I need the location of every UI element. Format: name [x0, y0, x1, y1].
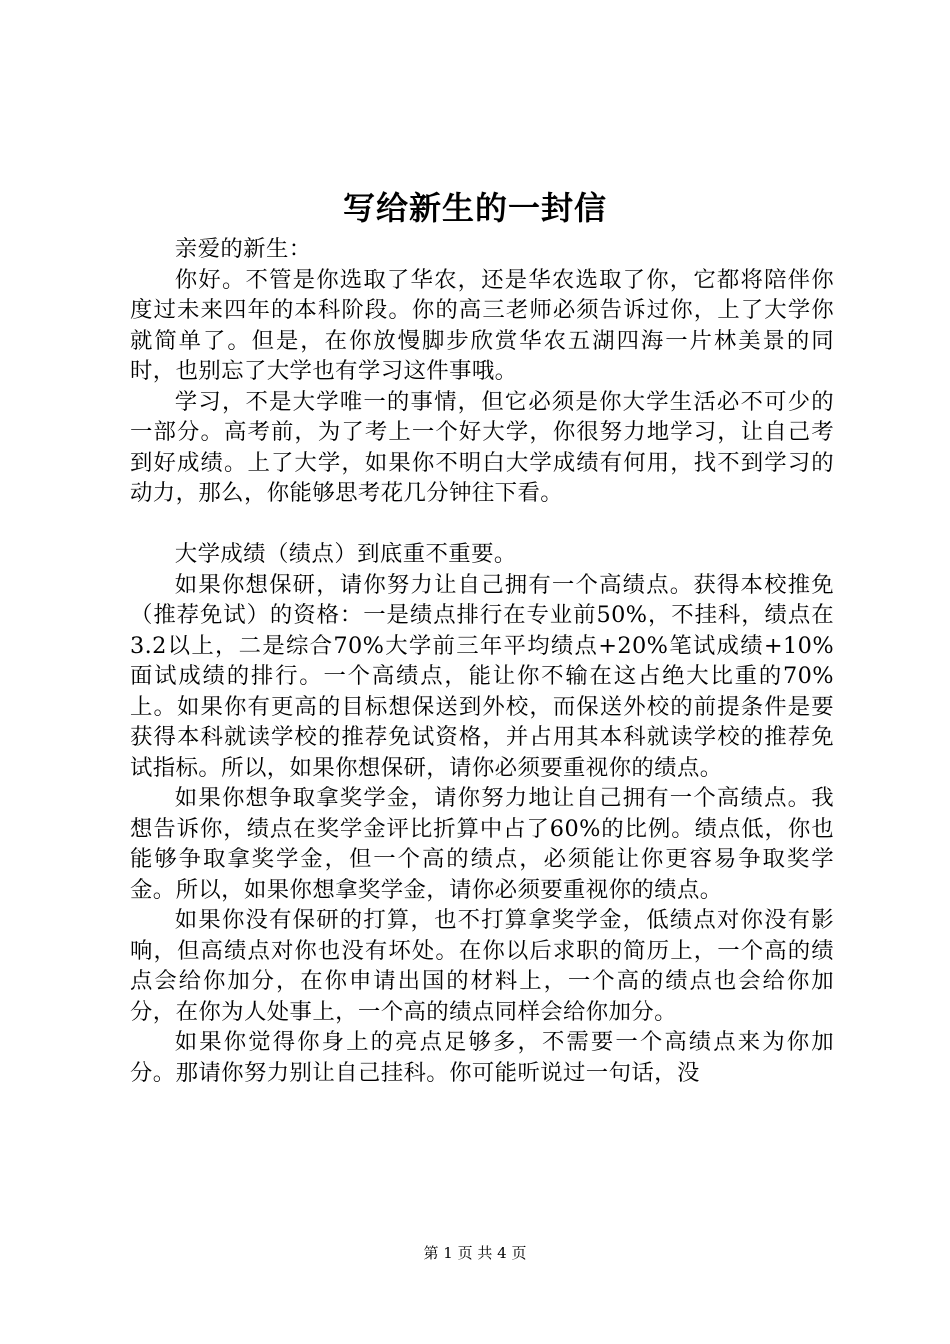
page-title: 写给新生的一封信: [342, 189, 607, 227]
paragraph-postgrad: 如果你想保研，请你努力让自己拥有一个高绩点。获得本校推免（推荐免试）的资格：一是绩点排行在专业前50%，不挂科，绩点在3.2以上，二是综合70%大学前三年平均绩点+20%笔试成绩+10%面试成绩的排行。一个高绩点，能让你不输在这占绝大比重的70%上。如果你有更高的目标想保送到外校，而保送外校的前提条件是要获得本科就读学校的推荐免试资格，并占用其本科就读学校的推荐免试指标。所以，如果你想保研，请你必须要重视你的绩点。: [130, 571, 834, 781]
page-number-footer: 第 1 页 共 4 页: [423, 1244, 527, 1262]
paragraph-spacer: [130, 509, 834, 540]
paragraph-no-fail: 如果你觉得你身上的亮点足够多，不需要一个高绩点来为你加分。那请你努力别让自己挂科。你可能听说过一句话，没: [130, 1029, 834, 1086]
salutation: 亲爱的新生：: [174, 236, 312, 262]
letter-body: [130, 234, 834, 1088]
paragraph-greeting: 你好。不管是你选取了华农，还是华农选取了你，它都将陪伴你度过未来四年的本科阶段。你的高三老师必须告诉过你，上了大学你就简单了。但是，在你放慢脚步欣赏华农五湖四海一片林美景的同时，也别忘了大学也有学习这件事哦。: [130, 266, 834, 384]
section-heading: 大学成绩（绩点）到底重不重要。: [174, 541, 517, 567]
paragraph-scholarship: 如果你想争取拿奖学金，请你努力地让自己拥有一个高绩点。我想告诉你，绩点在奖学金评比折算中占了60%的比例。绩点低，你也能够争取拿奖学金，但一个高的绩点，必须能让你更容易争取奖学金。所以，如果你想拿奖学金，请你必须要重视你的绩点。: [130, 785, 834, 903]
paragraph-study: 学习，不是大学唯一的事情，但它必须是你大学生活必不可少的一部分。高考前，为了考上一个好大学，你很努力地学习，让自己考到好成绩。上了大学，如果你不明白大学成绩有何用，找不到学习的动力，那么，你能够思考花几分钟往下看。: [130, 388, 834, 506]
paragraph-benefits: 如果你没有保研的打算，也不打算拿奖学金，低绩点对你没有影响，但高绩点对你也没有坏处。在你以后求职的简历上，一个高的绩点会给你加分，在你申请出国的材料上，一个高的绩点也会给你加分，在你为人处事上，一个高的绩点同样会给你加分。: [130, 907, 834, 1025]
